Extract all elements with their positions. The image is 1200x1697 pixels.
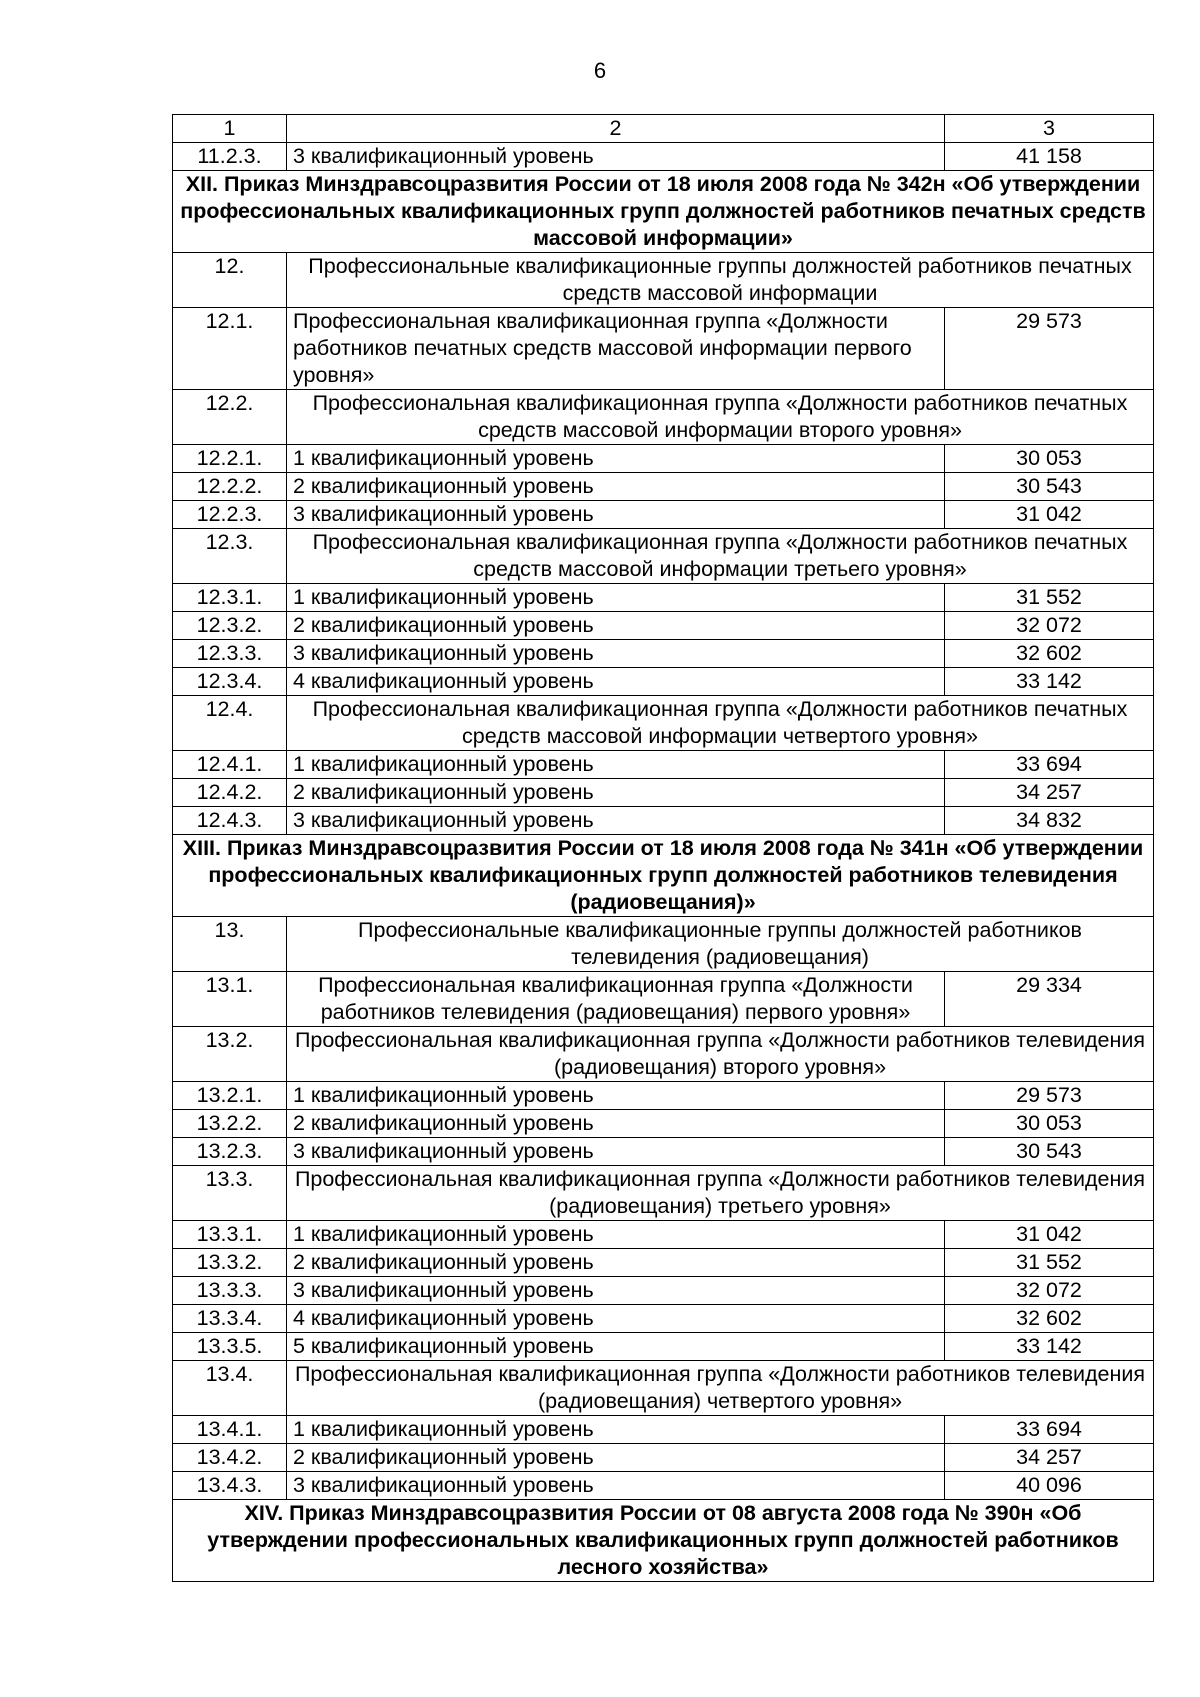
salary-value: 29 573: [945, 1082, 1154, 1110]
row-number: 13.: [173, 917, 287, 972]
qualification-level: 5 квалификационный уровень: [287, 1333, 945, 1361]
table-row: [173, 1444, 1154, 1472]
salary-value: 32 072: [945, 612, 1154, 640]
row-number: 12.4.2.: [173, 779, 287, 807]
salary-value: 33 694: [945, 751, 1154, 779]
row-number: 12.3.4.: [173, 668, 287, 696]
salary-table: [172, 114, 1154, 1582]
salary-value: 32 072: [945, 1277, 1154, 1305]
row-number: 13.3.5.: [173, 1333, 287, 1361]
group-row: [173, 1361, 1154, 1416]
salary-value: 32 602: [945, 640, 1154, 668]
table-row: [173, 779, 1154, 807]
table-row: [173, 1221, 1154, 1249]
group-row: [173, 529, 1154, 584]
qualification-level: 2 квалификационный уровень: [287, 612, 945, 640]
row-number: 12.2.1.: [173, 445, 287, 473]
table-row: [173, 668, 1154, 696]
qualification-level: 3 квалификационный уровень: [287, 1138, 945, 1166]
salary-value: 33 142: [945, 668, 1154, 696]
table-row: [173, 501, 1154, 529]
table-body: [173, 115, 1154, 1582]
qualification-level: 1 квалификационный уровень: [287, 445, 945, 473]
row-number: 13.4.: [173, 1361, 287, 1416]
section-heading-row: [173, 1500, 1154, 1582]
salary-value: 31 042: [945, 501, 1154, 529]
table-row: [173, 308, 1154, 390]
group-title: Профессиональные квалификационные группы должностей работников печатных средств массовой информации: [287, 253, 1154, 308]
qualification-level: 2 квалификационный уровень: [287, 1444, 945, 1472]
table-row: [173, 807, 1154, 835]
salary-value: 30 543: [945, 473, 1154, 501]
table-row: [173, 1305, 1154, 1333]
table-row: [173, 1138, 1154, 1166]
qualification-level: Профессиональная квалификационная группа «Должности работников печатных средств массовой информации первого уровня»: [287, 308, 945, 390]
qualification-level: 1 квалификационный уровень: [287, 751, 945, 779]
row-number: 13.2.: [173, 1027, 287, 1082]
group-title: Профессиональная квалификационная группа «Должности работников телевидения (радиовещания) третьего уровня»: [287, 1166, 1154, 1221]
qualification-level: Профессиональная квалификационная группа «Должности работников телевидения (радиовещания) первого уровня»: [287, 972, 945, 1027]
row-number: 13.1.: [173, 972, 287, 1027]
row-number: 12.2.3.: [173, 501, 287, 529]
salary-value: 34 257: [945, 1444, 1154, 1472]
qualification-level: 3 квалификационный уровень: [287, 143, 945, 171]
row-number: 13.4.2.: [173, 1444, 287, 1472]
row-number: 13.3.: [173, 1166, 287, 1221]
section-heading-row: [173, 835, 1154, 917]
table-row: [173, 445, 1154, 473]
group-row: [173, 696, 1154, 751]
qualification-level: 2 квалификационный уровень: [287, 473, 945, 501]
salary-value: 33 142: [945, 1333, 1154, 1361]
table-row: [173, 640, 1154, 668]
row-number: 12.3.1.: [173, 584, 287, 612]
section-heading-row: [173, 171, 1154, 253]
row-number: 12.2.: [173, 390, 287, 445]
row-number: 12.4.: [173, 696, 287, 751]
table-row: [173, 473, 1154, 501]
qualification-level: 4 квалификационный уровень: [287, 668, 945, 696]
row-number: 12.4.3.: [173, 807, 287, 835]
row-number: 12.: [173, 253, 287, 308]
table-row: [173, 1416, 1154, 1444]
row-number: 12.3.: [173, 529, 287, 584]
row-number: 13.2.3.: [173, 1138, 287, 1166]
row-number: 13.4.3.: [173, 1472, 287, 1500]
table-row: [173, 751, 1154, 779]
row-number: 13.3.3.: [173, 1277, 287, 1305]
qualification-level: 3 квалификационный уровень: [287, 640, 945, 668]
row-number: 12.1.: [173, 308, 287, 390]
group-title: Профессиональная квалификационная группа «Должности работников печатных средств массовой информации второго уровня»: [287, 390, 1154, 445]
row-number: 12.3.3.: [173, 640, 287, 668]
salary-value: 32 602: [945, 1305, 1154, 1333]
table-row: [173, 972, 1154, 1027]
salary-value: 29 334: [945, 972, 1154, 1027]
group-title: Профессиональная квалификационная группа «Должности работников телевидения (радиовещания) второго уровня»: [287, 1027, 1154, 1082]
row-number: 13.3.2.: [173, 1249, 287, 1277]
qualification-level: 2 квалификационный уровень: [287, 779, 945, 807]
qualification-level: 1 квалификационный уровень: [287, 1082, 945, 1110]
table-row: [173, 1082, 1154, 1110]
group-title: Профессиональная квалификационная группа «Должности работников печатных средств массовой информации четвертого уровня»: [287, 696, 1154, 751]
salary-value: 30 543: [945, 1138, 1154, 1166]
section-heading: XII. Приказ Минздравсоцразвития России от 18 июля 2008 года № 342н «Об утверждении профессиональных квалификационных групп должностей работников печатных средств массовой информации»: [173, 171, 1154, 253]
table-row: [173, 1333, 1154, 1361]
qualification-level: 3 квалификационный уровень: [287, 1472, 945, 1500]
salary-value: 31 042: [945, 1221, 1154, 1249]
salary-value: 41 158: [945, 143, 1154, 171]
row-number: 12.2.2.: [173, 473, 287, 501]
section-heading: XIV. Приказ Минздравсоцразвития России от 08 августа 2008 года № 390н «Об утверждении профессиональных квалификационных групп должностей работников лесного хозяйства»: [173, 1500, 1154, 1582]
group-row: [173, 253, 1154, 308]
page-number: 6: [593, 58, 607, 83]
salary-value: 40 096: [945, 1472, 1154, 1500]
salary-value: 31 552: [945, 1249, 1154, 1277]
group-row: [173, 1166, 1154, 1221]
group-title: Профессиональная квалификационная группа «Должности работников печатных средств массовой информации третьего уровня»: [287, 529, 1154, 584]
qualification-level: 3 квалификационный уровень: [287, 807, 945, 835]
row-number: 13.4.1.: [173, 1416, 287, 1444]
row-number: 12.3.2.: [173, 612, 287, 640]
qualification-level: 4 квалификационный уровень: [287, 1305, 945, 1333]
table-row: [173, 584, 1154, 612]
salary-value: 34 832: [945, 807, 1154, 835]
column-header-1: 1: [173, 115, 287, 143]
salary-value: 30 053: [945, 445, 1154, 473]
qualification-level: 2 квалификационный уровень: [287, 1249, 945, 1277]
group-row: [173, 917, 1154, 972]
table-row: [173, 612, 1154, 640]
row-number: 13.2.1.: [173, 1082, 287, 1110]
qualification-level: 1 квалификационный уровень: [287, 1416, 945, 1444]
table-row: [173, 143, 1154, 171]
row-number: 11.2.3.: [173, 143, 287, 171]
salary-value: 33 694: [945, 1416, 1154, 1444]
qualification-level: 1 квалификационный уровень: [287, 1221, 945, 1249]
section-heading: XIII. Приказ Минздравсоцразвития России от 18 июля 2008 года № 341н «Об утверждении профессиональных квалификационных групп должностей работников телевидения (радиовещания)»: [173, 835, 1154, 917]
table-row: [173, 1277, 1154, 1305]
salary-value: 34 257: [945, 779, 1154, 807]
group-row: [173, 1027, 1154, 1082]
row-number: 13.2.2.: [173, 1110, 287, 1138]
row-number: 13.3.1.: [173, 1221, 287, 1249]
table-row: [173, 1472, 1154, 1500]
salary-value: 31 552: [945, 584, 1154, 612]
table-header-row: [173, 115, 1154, 143]
salary-value: 30 053: [945, 1110, 1154, 1138]
row-number: 12.4.1.: [173, 751, 287, 779]
qualification-level: 1 квалификационный уровень: [287, 584, 945, 612]
qualification-level: 3 квалификационный уровень: [287, 1277, 945, 1305]
table-row: [173, 1249, 1154, 1277]
row-number: 13.3.4.: [173, 1305, 287, 1333]
qualification-level: 3 квалификационный уровень: [287, 501, 945, 529]
group-title: Профессиональная квалификационная группа «Должности работников телевидения (радиовещания) четвертого уровня»: [287, 1361, 1154, 1416]
group-row: [173, 390, 1154, 445]
column-header-3: 3: [945, 115, 1154, 143]
table-row: [173, 1110, 1154, 1138]
group-title: Профессиональные квалификационные группы должностей работников телевидения (радиовещания): [287, 917, 1154, 972]
salary-value: 29 573: [945, 308, 1154, 390]
column-header-2: 2: [287, 115, 945, 143]
qualification-level: 2 квалификационный уровень: [287, 1110, 945, 1138]
